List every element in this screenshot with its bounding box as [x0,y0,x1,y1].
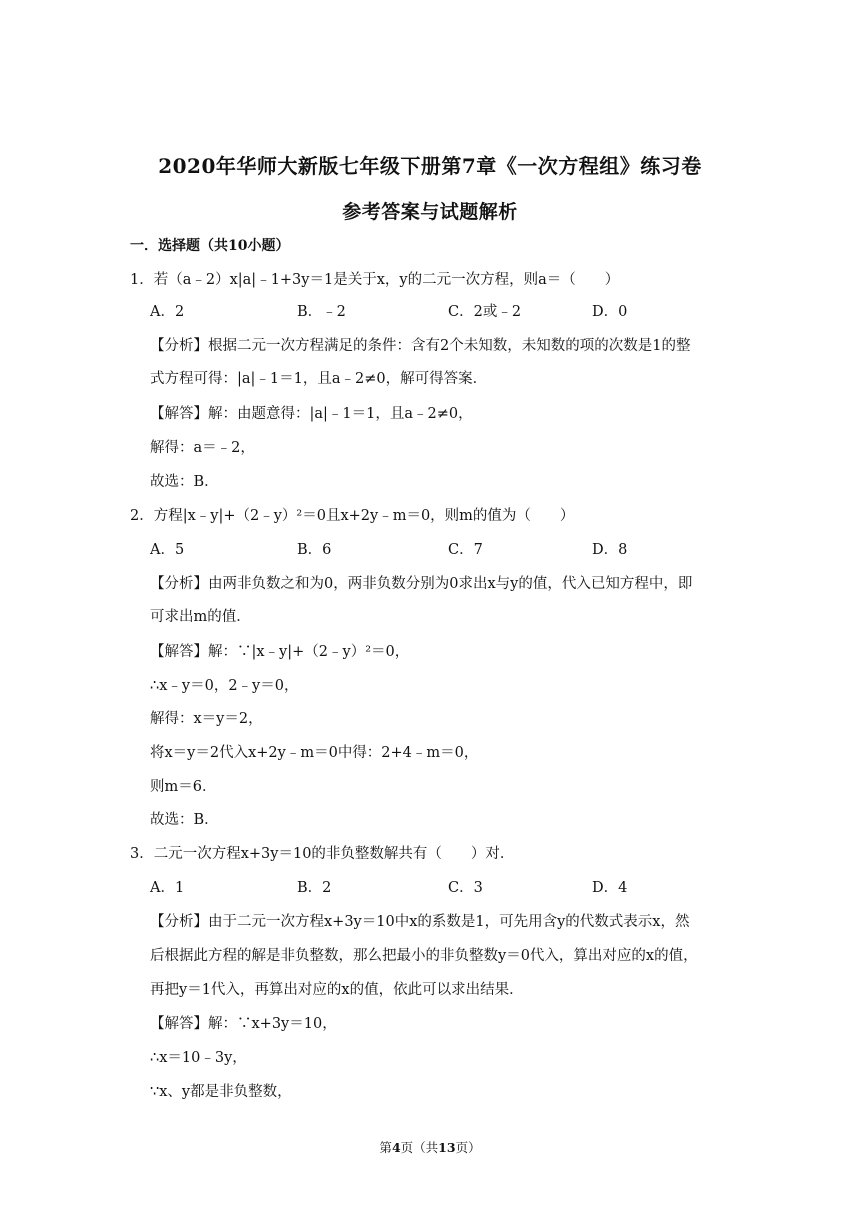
question-3-option-a: A．1 [150,880,185,896]
footer-middle: 页（共 [400,1140,439,1155]
question-2-answer-line-5: 则m＝6． [150,779,217,795]
question-3-analysis-line-1: 【分析】由于二元一次方程x+3y＝10中x的系数是1，可先用含y的代数式表示x，然 [150,914,690,930]
question-2-answer-line-2: ∴x﹣y＝0，2﹣y＝0， [150,678,299,694]
document-subtitle: 参考答案与试题解析 [342,201,518,223]
question-3-stem: 3．二元一次方程x+3y＝10的非负整数解共有（ ）对． [130,846,515,862]
footer-total-pages: 13 [438,1140,456,1155]
question-1-answer-line-2: 解得：a＝﹣2， [150,440,255,456]
footer-prefix: 第 [379,1140,392,1155]
question-3-answer-line-2: ∴x＝10﹣3y， [150,1050,247,1066]
question-3-answer-line-1: 【解答】解：∵x+3y＝10， [150,1016,337,1032]
section-heading: 一．选择题（共10小题） [130,238,290,254]
question-1-analysis-line-1: 【分析】根据二元一次方程满足的条件：含有2个未知数，未知数的项的次数是1的整 [150,338,691,354]
question-1-answer-line-3: 故选：B． [150,474,219,490]
question-2-answer-line-3: 解得：x＝y＝2， [150,711,263,727]
question-1-option-d: D．0 [592,304,628,320]
question-2-option-d: D．8 [592,542,628,558]
document-title: 2020年华师大新版七年级下册第7章《一次方程组》练习卷 [158,154,702,178]
question-2-analysis-line-1: 【分析】由两非负数之和为0，两非负数分别为0求出x与y的值，代入已知方程中，即 [150,576,693,592]
question-3-answer-line-3: ∵x、y都是非负整数， [150,1084,292,1100]
question-1-option-b: B．﹣2 [297,304,346,320]
footer-page-number: 4 [391,1140,401,1155]
question-3-analysis-line-2: 后根据此方程的解是非负整数，那么把最小的非负整数y＝0代入，算出对应的x的值， [150,948,698,964]
question-1-analysis-line-2: 式方程可得：|a|﹣1＝1，且a﹣2≠0，解可得答案． [150,371,488,387]
question-2-analysis-line-2: 可求出m的值． [150,609,251,625]
question-1-answer-line-1: 【解答】解：由题意得：|a|﹣1＝1，且a﹣2≠0， [150,406,473,422]
question-3-option-c: C．3 [448,880,483,896]
question-2-option-a: A．5 [150,542,185,558]
question-1-option-a: A．2 [150,304,185,320]
question-2-answer-line-6: 故选：B． [150,812,219,828]
question-2-option-b: B．6 [297,542,332,558]
footer-suffix: 页） [455,1140,481,1155]
question-3-option-b: B．2 [297,880,332,896]
question-2-answer-line-4: 将x＝y＝2代入x+2y﹣m＝0中得：2+4﹣m＝0， [150,745,479,761]
page-footer [0,1138,860,1156]
question-2-answer-line-1: 【解答】解：∵|x﹣y|+（2﹣y）²＝0， [150,644,410,660]
question-2-option-c: C．7 [448,542,483,558]
question-3-analysis-line-3: 再把y＝1代入，再算出对应的x的值，依此可以求出结果． [150,982,524,998]
question-1-option-c: C．2或﹣2 [448,304,522,320]
question-2-stem: 2．方程|x﹣y|+（2﹣y）²＝0且x+2y﹣m＝0，则m的值为（ ） [130,508,575,524]
question-1-stem: 1．若（a﹣2）x|a|﹣1+3y＝1是关于x，y的二元一次方程，则a＝（ ） [130,272,620,288]
question-3-option-d: D．4 [592,880,628,896]
